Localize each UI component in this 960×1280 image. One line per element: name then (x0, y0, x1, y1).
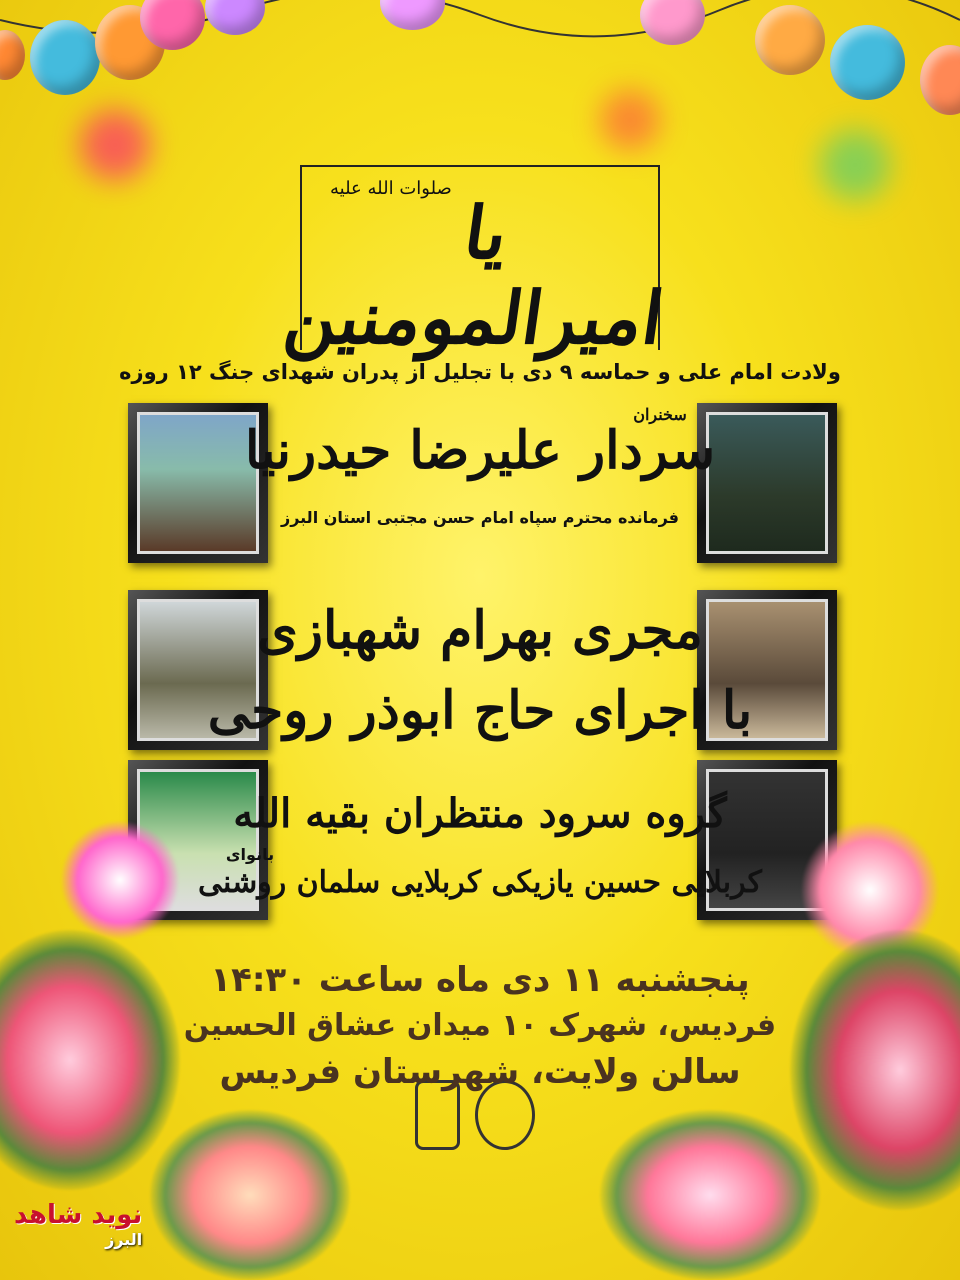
flower-decoration (600, 1110, 820, 1280)
event-datetime: پنجشنبه ۱۱ دی ماه ساعت ۱۴:۳۰ (210, 960, 750, 1000)
watermark-line1: نوید شاهد (14, 1200, 143, 1230)
event-venue: سالن ولایت، شهرستان فردیس (219, 1052, 741, 1092)
watermark-line2: البرز (105, 1230, 143, 1249)
performer-name: با اجرای حاج ابوذر روحی (207, 680, 753, 741)
speaker-label: سخنران (633, 405, 687, 424)
light-bulb (30, 20, 100, 95)
host-name: مجری بهرام شهبازی (257, 600, 703, 661)
poster-title: یا امیرالمومنین (279, 190, 669, 360)
speaker-role: فرمانده محترم سپاه امام حسن مجتبی استان البرز (280, 508, 680, 527)
light-bulb (755, 5, 825, 75)
choir-name: گروه سرود منتظران بقیه الله (233, 790, 727, 837)
subtitle: ولادت امام علی و حماسه ۹ دی با تجلیل از پدران شهدای جنگ ۱۲ روزه (119, 360, 841, 384)
speaker-name: سردار علیرضا حیدرنیا (244, 420, 716, 481)
watermark-logo (14, 1200, 142, 1249)
salawat-text: صلوات الله علیه (330, 178, 452, 199)
light-bulb (830, 25, 905, 100)
event-address: فردیس، شهرک ۱۰ میدان عشاق الحسین (183, 1008, 777, 1043)
voice-label: بانوای (225, 845, 275, 864)
flower-decoration (150, 1110, 350, 1280)
singers: کربلایی حسین یازیکی کربلایی سلمان روشنی (198, 865, 762, 900)
